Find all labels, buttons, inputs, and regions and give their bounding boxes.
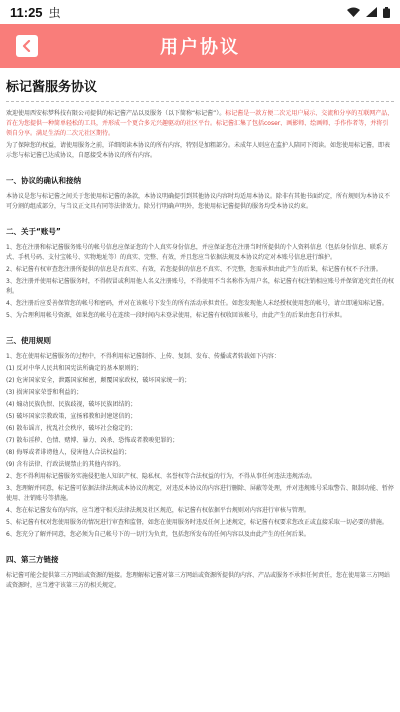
signal-icon [366, 7, 377, 17]
section-2-heading: 二、关于“账号” [6, 227, 61, 236]
section-2-paragraph-4: 4、您注册后应妥善保管您的帐号和密码，并对在该帐号下发生的所有活动承担责任。如您发现他人未经授权使用您的帐号，请立即通知标记酱。 [6, 300, 388, 307]
section-3-list-item: (2) 危害国家安全，泄露国家秘密，颠覆国家政权，破坏国家统一的； [6, 377, 191, 384]
section-3-paragraph-3: 3、您理解并同意，标记酱可依据法律法规或本协议的规定，对违反本协议的内容进行删除、屏蔽等处理，并对违规账号采取警告、限制功能、暂停使用、注销账号等措施。 [6, 485, 394, 502]
chevron-left-icon [21, 40, 33, 52]
document-title: 标记酱服务协议 [6, 80, 98, 95]
section-3-list-item: (8) 侮辱或者诽谤他人，侵害他人合法权益的； [6, 449, 131, 456]
intro-paragraph [6, 109, 394, 139]
divider [6, 101, 394, 102]
section-3-list-item: (6) 散布谣言，扰乱社会秩序，破坏社会稳定的； [6, 425, 137, 432]
section-3-list-item: (5) 破坏国家宗教政策，宣扬邪教和封建迷信的； [6, 413, 137, 420]
intro-text: 欢迎使用西安标梦科技有限公司提供的标记酱产品以及服务（以下简称“标记酱”）。 [6, 110, 226, 117]
app-notification-icon: 虫 [48, 5, 61, 20]
section-3-list-item: (4) 煽动民族仇恨、民族歧视，破坏民族团结的； [6, 401, 137, 408]
wifi-icon [347, 7, 360, 17]
section-3-paragraph-1: 1、您在使用标记酱服务的过程中，不得利用标记酱制作、上传、复制、发布、传播或者转载如下内容： [6, 353, 280, 360]
section-3-paragraph-4: 4、您在标记酱发布的内容，应当遵守相关法律法规及社区规范，标记酱有权依据平台规则对内容进行审核与管理。 [6, 507, 310, 514]
section-3-heading: 三、使用规则 [6, 336, 51, 345]
section-3-list-item: (3) 损害国家荣誉和利益的； [6, 389, 83, 396]
section-4-paragraph: 标记酱可能会提供第三方网站或资源的链接。您理解标记酱对第三方网站或资源所提供的内容、产品或服务不承担任何责任，您在使用第三方网站或资源时，应当遵守该第三方的相关规定。 [6, 572, 391, 589]
battery-icon [383, 7, 390, 18]
status-icons [347, 7, 390, 18]
intro-highlight-text: 标记酱是一款方便二次元用户展示、交流和分享的互联网产品，首在为您提供一种简单轻松的工具，并形成一个更合多元兴趣驱动的社区平台。标记酱汇集了包括coser、画影师、绘画师、手作作者等，并将引领自分享。满足生活的二次元社区期待。 [6, 110, 394, 137]
intro-paragraph-2: 为了保障您的权益，请使用服务之前，详细阅读本协议的所有内容，特别是加粗部分。未成年人则应在监护人陪同下阅读。如您使用标记酱，即表示您与标记酱已达成协议，自愿接受本协议的所有内容。 [6, 142, 391, 159]
section-3-paragraph-6: 6、您充分了解并同意，您必须为自己帐号下的一切行为负责，包括您所发布的任何内容以及由此产生的任何后果。 [6, 531, 310, 538]
section-3-paragraph-5: 5、标记酱有权对您使用服务的情况进行审查和监督，如您在使用服务时违反任何上述规定，标记酱有权要求您改正或直接采取一切必要的措施。 [6, 519, 388, 526]
page-title: 用户协议 [160, 37, 240, 58]
title-bar [0, 24, 400, 68]
section-1-paragraph: 本协议是您与标记酱之间关于您使用标记酱的条款，本协议明确提引到其他协议内容时均适用本协议。除非有其他书面约定，所有规则为本协议不可分割的组成部分，与当议正文具有同等法律效力。除另行明确声明外，您使用标记酱提供的服务均受本协议约束。 [6, 193, 391, 210]
status-time: 11:25 [10, 4, 43, 20]
section-3-paragraph-2: 2、您不得利用标记酱服务实施侵犯他人知识产权、隐私权、名誉权等合法权益的行为，不得从事任何违法违规活动。 [6, 473, 316, 480]
section-3-list-item: (9) 含有法律、行政法规禁止的其他内容的。 [6, 461, 125, 468]
section-2-paragraph-2: 2、标记酱有权审查您注册所提供的信息是否真实、有效，若您提供的信息不真实、不完整，您需承担由此产生的后果，标记酱有权不予注册。 [6, 266, 382, 273]
section-1-heading: 一、协议的确认和接纳 [6, 176, 81, 185]
section-3-list-item: (7) 散布淫秽、色情、赌博、暴力、凶杀、恐怖或者教唆犯罪的； [6, 437, 179, 444]
status-bar [0, 0, 400, 24]
agreement-content[interactable] [0, 68, 400, 712]
section-4-heading: 四、第三方链接 [6, 555, 59, 564]
section-2-paragraph-5: 5、为合理利用帐号资源，如果您的帐号在连续一段时间内未登录使用，标记酱有权收回该帐号，由此产生的后果由您自行承担。 [6, 312, 346, 319]
section-2-paragraph-1: 1、您在注册和标记酱服务账号的帐号信息应保证您的个人真实身份信息，并应保证您在注册当时所提供的个人资料信息（包括身份信息、联系方式、手机号码、支付宝帐号、实物地址等）的真实、完整、有效，并且您应当依据法规及本协议约定对本账号信息进行维护。 [6, 244, 388, 261]
section-3-list-item: (1) 反对中华人民共和国宪法所确定的基本原则的； [6, 365, 143, 372]
back-button[interactable] [16, 35, 38, 57]
section-2-paragraph-3: 3、您注册并使用标记酱服务时，不得假冒或利用他人名义注册账号，不得使用不当名称作为用户名，标记酱有权注销相应账号并保留追究责任的权利。 [6, 278, 394, 295]
